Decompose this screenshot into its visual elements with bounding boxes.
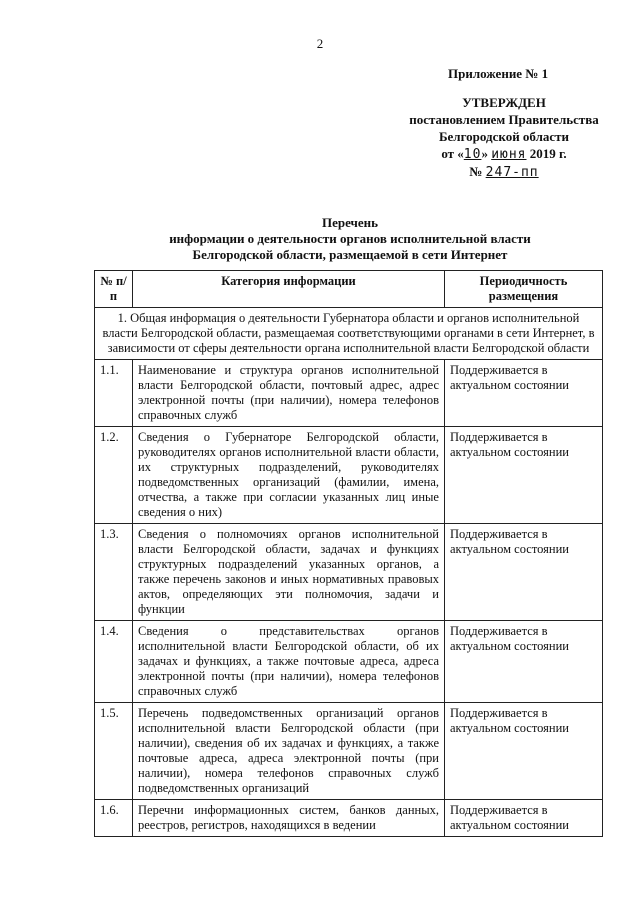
row-category: Перечни информационных систем, банков данных, реестров, регистров, находящихся в ведении bbox=[133, 800, 445, 837]
row-category: Наименование и структура органов исполнительной власти Белгородской области, почтовый адрес, адрес электронной почты (при наличии), номера телефонов справочных служб bbox=[133, 360, 445, 427]
approval-line-1: постановлением Правительства bbox=[409, 112, 599, 127]
row-num: 1.5. bbox=[95, 703, 133, 800]
page-number: 2 bbox=[316, 36, 324, 51]
header-num: № п/п bbox=[95, 271, 133, 308]
section-title: 1. Общая информация о деятельности Губернатора области и органов исполнительной власти Белгородской области, размещаемая соответствующими органами в сети Интернет, в зависимости от сферы деятельности органа исполнительной власти Белгородской области bbox=[95, 308, 603, 360]
row-periodicity: Поддерживается в актуальном состоянии bbox=[445, 360, 603, 427]
row-category: Сведения о Губернаторе Белгородской области, руководителях органов исполнительной власти области, их структурных подразделений, руководителях подведомственных организаций (фамилии, имена, отчества, а также при согласии указанных лиц иные сведения о них) bbox=[133, 427, 445, 524]
number-prefix: № bbox=[469, 164, 483, 179]
row-num: 1.1. bbox=[95, 360, 133, 427]
date-year: 2019 г. bbox=[529, 146, 567, 161]
approval-block bbox=[400, 94, 608, 181]
header-category: Категория информации bbox=[133, 271, 445, 308]
date-prefix: от « bbox=[441, 146, 464, 161]
table-row bbox=[95, 360, 603, 427]
approval-heading: УТВЕРЖДЕН bbox=[462, 95, 546, 110]
table-row bbox=[95, 703, 603, 800]
section-row bbox=[95, 308, 603, 360]
title-line-1: Перечень bbox=[321, 215, 379, 230]
appendix-label: Приложение № 1 bbox=[448, 66, 549, 81]
row-category: Перечень подведомственных организаций органов исполнительной власти Белгородской области (при наличии), сведения об их задачах и функциях, а также почтовые адреса, адреса электронной почты (при наличии), номера телефонов справочных служб подведомственных организаций bbox=[133, 703, 445, 800]
number-value: 247-пп bbox=[485, 165, 539, 180]
title-line-3: Белгородской области, размещаемой в сети Интернет bbox=[192, 247, 508, 262]
row-num: 1.3. bbox=[95, 524, 133, 621]
date-month: июня bbox=[491, 147, 527, 162]
row-category: Сведения о представительствах органов исполнительной власти Белгородской области, об их задачах и функциях, а также почтовые адреса, адреса электронной почты (при наличии), номера телефонов справочных служб bbox=[133, 621, 445, 703]
row-num: 1.6. bbox=[95, 800, 133, 837]
table-row bbox=[95, 621, 603, 703]
date-day: 10 bbox=[463, 147, 482, 162]
row-num: 1.4. bbox=[95, 621, 133, 703]
row-category: Сведения о полномочиях органов исполнительной власти Белгородской области, задачах и функциях структурных подразделений указанных органов, а также перечень законов и иных нормативных правовых актов, определяющих эти полномочия, задачи и функции bbox=[133, 524, 445, 621]
table-row bbox=[95, 524, 603, 621]
information-table bbox=[94, 270, 603, 837]
table-row bbox=[95, 800, 603, 837]
header-periodicity: Периодичность размещения bbox=[445, 271, 603, 308]
row-periodicity: Поддерживается в актуальном состоянии bbox=[445, 800, 603, 837]
approval-date bbox=[400, 145, 608, 163]
approval-line-2: Белгородской области bbox=[438, 129, 570, 144]
approval-number bbox=[400, 163, 608, 181]
date-mid: » bbox=[481, 146, 488, 161]
document-title bbox=[100, 215, 600, 263]
row-periodicity: Поддерживается в актуальном состоянии bbox=[445, 427, 603, 524]
title-line-2: информации о деятельности органов исполнительной власти bbox=[169, 231, 531, 246]
table-header-row bbox=[95, 271, 603, 308]
row-num: 1.2. bbox=[95, 427, 133, 524]
row-periodicity: Поддерживается в актуальном состоянии bbox=[445, 524, 603, 621]
row-periodicity: Поддерживается в актуальном состоянии bbox=[445, 621, 603, 703]
row-periodicity: Поддерживается в актуальном состоянии bbox=[445, 703, 603, 800]
table-row bbox=[95, 427, 603, 524]
